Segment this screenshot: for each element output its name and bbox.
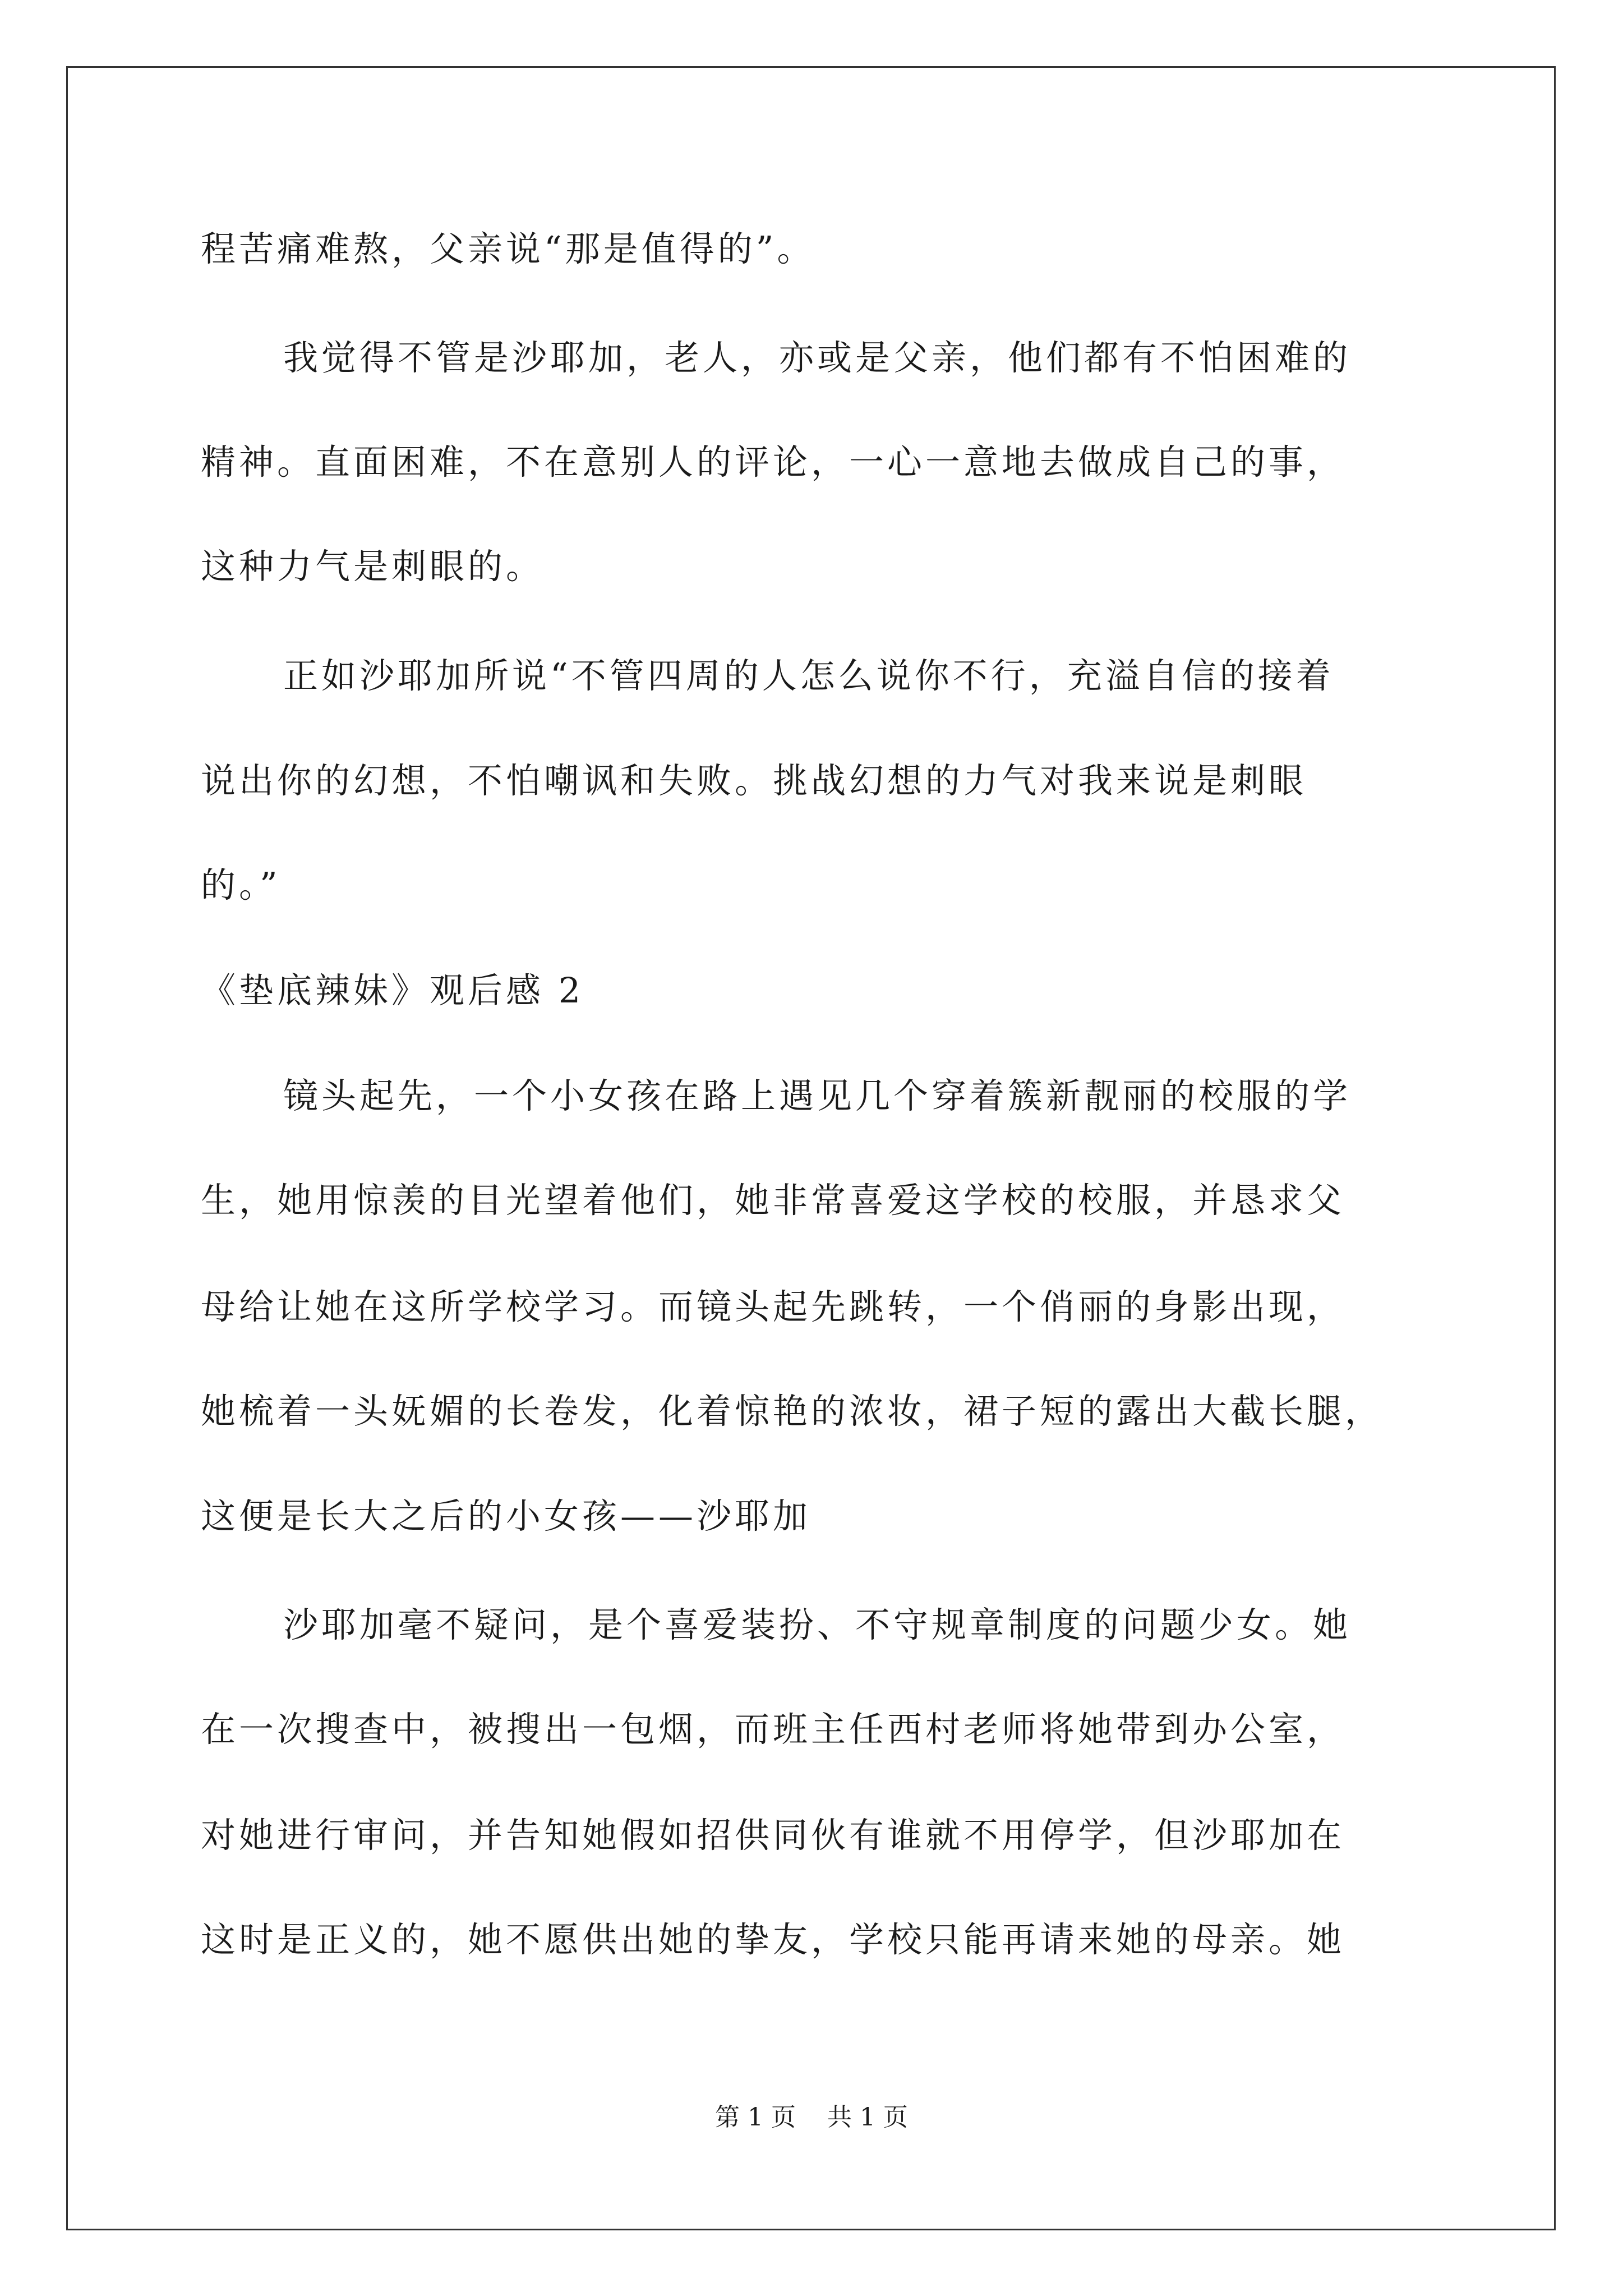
text-line: 说出你的幻想，不怕嘲讽和失败。挑战幻想的力气对我来说是刺眼 [201,760,1307,801]
page-number-footer: 第 1 页 共 1 页 [715,2103,908,2132]
text-line: 她梳着一头妩媚的长卷发，化着惊艳的浓妆，裙子短的露出大截长腿， [201,1391,1384,1432]
section-heading: 《垫底辣妹》观后感 2 [201,970,584,1011]
page-border [66,66,1556,2230]
text-line: 对她进行审问，并告知她假如招供同伙有谁就不用停学，但沙耶加在 [201,1815,1345,1856]
text-line: 这种力气是刺眼的。 [201,546,545,587]
text-line: 这便是长大之后的小女孩——沙耶加 [201,1496,811,1536]
paragraph-start-line: 沙耶加毫不疑问，是个喜爱装扮、不守规章制度的问题少女。她 [283,1604,1352,1645]
paragraph-start-line: 我觉得不管是沙耶加，老人，亦或是父亲，他们都有不怕困难的 [283,337,1352,378]
paragraph-start-line: 镜头起先，一个小女孩在路上遇见几个穿着簇新靓丽的校服的学 [283,1075,1352,1116]
text-line: 程苦痛难熬，父亲说“那是值得的”。 [201,228,815,269]
text-line: 的。” [201,864,281,905]
text-line: 这时是正义的，她不愿供出她的挚友，学校只能再请来她的母亲。她 [201,1919,1345,1960]
paragraph-start-line: 正如沙耶加所说“不管四周的人怎么说你不行，充溢自信的接着 [283,655,1334,696]
text-line: 生，她用惊羡的目光望着他们，她非常喜爱这学校的校服，并恳求父 [201,1180,1345,1221]
text-line: 精神。直面困难，不在意别人的评论，一心一意地去做成自己的事， [201,441,1345,482]
text-line: 母给让她在这所学校学习。而镜头起先跳转，一个俏丽的身影出现， [201,1286,1345,1327]
text-line: 在一次搜查中，被搜出一包烟，而班主任西村老师将她带到办公室， [201,1709,1345,1750]
